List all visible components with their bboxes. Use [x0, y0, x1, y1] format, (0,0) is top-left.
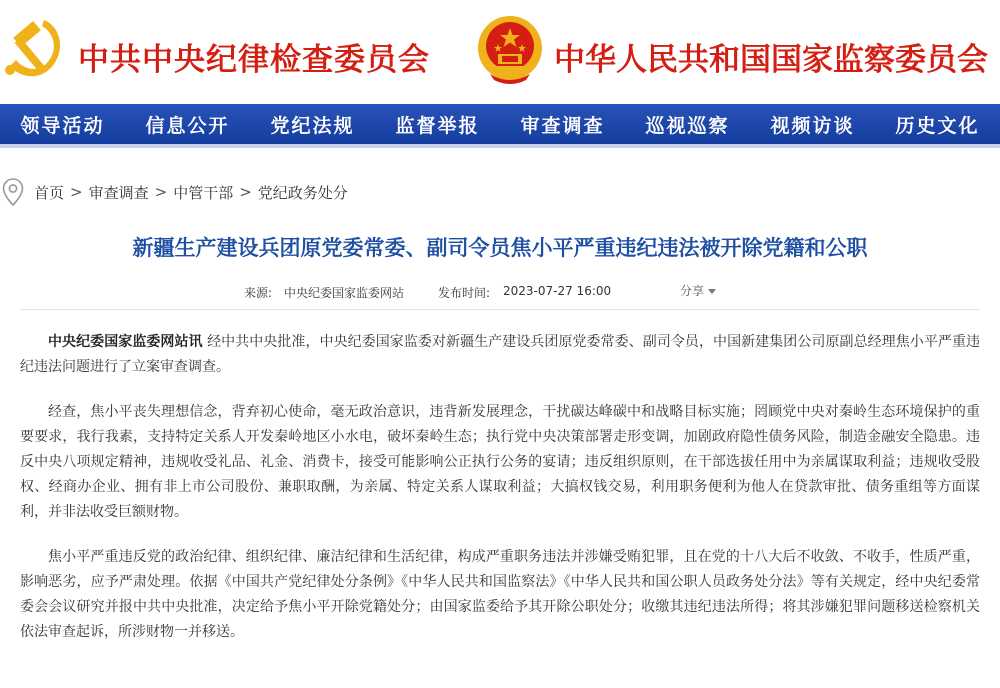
- source-value: 中央纪委国家监委网站: [284, 286, 405, 300]
- publish-date-value: 2023-07-27 16:00: [503, 284, 612, 298]
- share-label: 分享: [680, 284, 705, 298]
- paragraph-2: 经查，焦小平丧失理想信念，背弃初心使命，毫无政治意识，违背新发展理念，干扰碳达峰碳中和战略目标实施；罔顾党中央对秦岭生态环境保护的重要要求，我行我素，支持特定关系人开发秦岭地区小水电，破坏秦岭生态；执行党中央决策部署走形变调，加剧政府隐性债务风险，制造金融安全隐患。违反中央八项规定精神，违规收受礼品、礼金、消费卡，接受可能影响公正执行公务的宴请；违反组织原则，在干部选拔任用中为亲属谋取利益；违规收受股权、经商办企业、拥有非上市公司股份、兼职取酬，为亲属、特定关系人谋取利益；大搞权钱交易，利用职务便利为他人在贷款审批、债务重组等方面谋利，并非法收受巨额财物。: [20, 404, 980, 520]
- share-button[interactable]: [680, 282, 716, 299]
- breadcrumb-separator: >: [154, 183, 168, 201]
- nav-item-report[interactable]: 监督举报: [395, 115, 480, 137]
- nav-item-history[interactable]: 历史文化: [895, 115, 980, 137]
- national-emblem-icon[interactable]: [476, 14, 544, 86]
- site-header: [0, 0, 1000, 104]
- breadcrumb-home[interactable]: 首页: [34, 183, 65, 202]
- breadcrumb-discipline-sanctions[interactable]: 党纪政务处分: [257, 183, 348, 202]
- main-nav: [0, 104, 1000, 148]
- meta-divider: [20, 309, 980, 310]
- breadcrumb: [0, 176, 348, 208]
- source-label: 来源:: [244, 286, 273, 300]
- chevron-down-icon: [708, 289, 716, 294]
- site-title-ccdi[interactable]: 中共中央纪律检查委员会: [78, 42, 430, 78]
- article-body: [20, 330, 980, 665]
- location-pin-icon: [2, 178, 24, 206]
- breadcrumb-separator: >: [70, 183, 83, 201]
- nav-item-inspection[interactable]: 巡视巡察: [645, 115, 730, 137]
- nav-item-video[interactable]: 视频访谈: [770, 115, 855, 137]
- breadcrumb-separator: >: [239, 183, 252, 201]
- nav-item-information[interactable]: 信息公开: [145, 115, 230, 137]
- breadcrumb-investigation[interactable]: 审查调查: [88, 183, 149, 202]
- paragraph-3: 焦小平严重违反党的政治纪律、组织纪律、廉洁纪律和生活纪律，构成严重职务违法并涉嫌受贿犯罪，且在党的十八大后不收敛、不收手，性质严重，影响恶劣，应予严肃处理。依据《中国共产党纪律处分条例》《中华人民共和国监察法》《中华人民共和国公职人员政务处分法》等有关规定，经中央纪委常委会会议研究并报中共中央批准，决定给予焦小平开除党籍处分；由国家监委给予其开除公职处分；收缴其违纪违法所得；将其涉嫌犯罪问题移送检察机关依法审查起诉，所涉财物一并移送。: [20, 549, 980, 640]
- site-title-nsc[interactable]: 中华人民共和国国家监察委员会: [554, 42, 988, 78]
- breadcrumb-central-cadres[interactable]: 中管干部: [173, 183, 234, 202]
- article-meta: [0, 284, 1000, 304]
- publish-date-label: 发布时间:: [438, 286, 491, 300]
- paragraph-1-text: 经中共中央批准，中央纪委国家监委对新疆生产建设兵团原党委常委、副司令员，中国新建集团公司原副总经理焦小平严重违纪违法问题进行了立案审查调查。: [20, 334, 980, 375]
- nav-item-regulations[interactable]: 党纪法规: [270, 115, 355, 137]
- nav-item-leadership[interactable]: 领导活动: [20, 115, 105, 137]
- paragraph-1: [20, 330, 980, 380]
- party-emblem-icon[interactable]: [4, 14, 68, 82]
- nav-item-investigation[interactable]: 审查调查: [520, 115, 605, 137]
- lead-bold: 中央纪委国家监委网站讯: [48, 334, 203, 350]
- article-title: 新疆生产建设兵团原党委常委、副司令员焦小平严重违纪违法被开除党籍和公职: [132, 236, 868, 260]
